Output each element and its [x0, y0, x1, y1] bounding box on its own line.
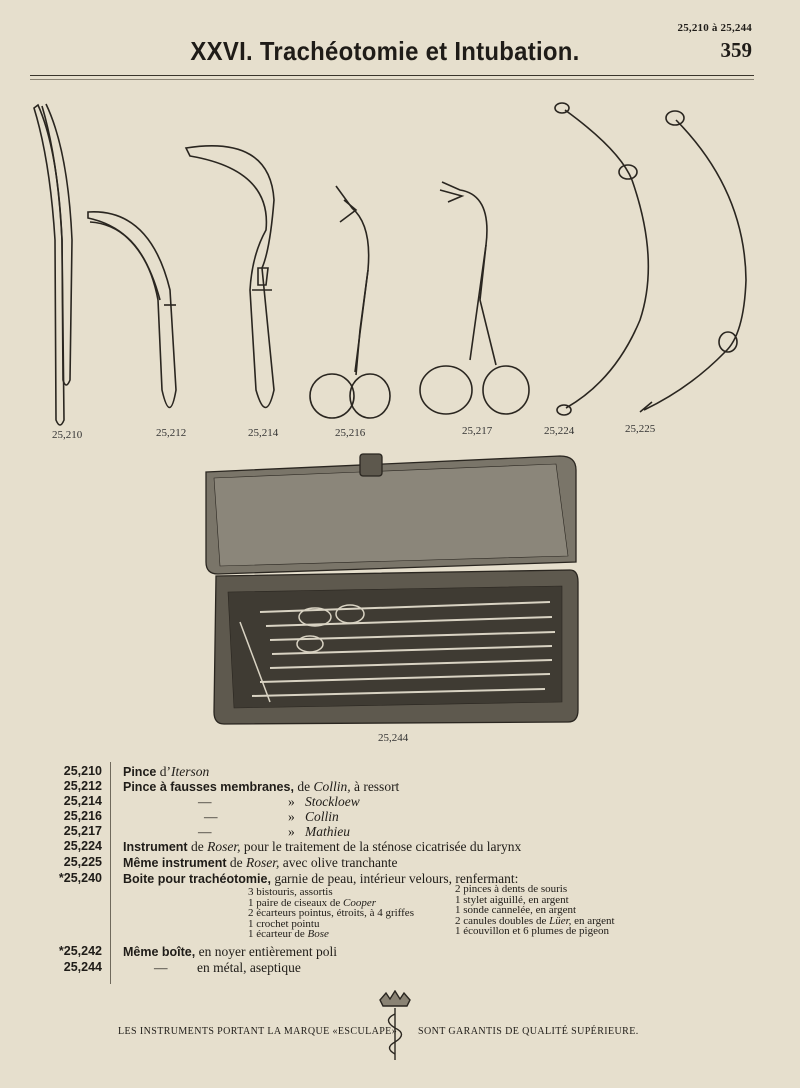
list-item: *25,242 Même boîte, en noyer entièrement poli — [30, 944, 770, 960]
contents-left: 3 bistouris, assortis 1 paire de ciseaux de Cooper 2 écarteurs pointus, étroits, à 4 griffes 1 crochet pointu 1 écarteur de Bose — [248, 886, 414, 940]
list-item: 25,214 — » Stockloew — [30, 794, 770, 810]
roser-instrument-drawing — [555, 103, 648, 415]
page-range: 25,210 à 25,244 — [677, 22, 752, 34]
item-code: 25,216 — [63, 809, 102, 823]
contents-right: 2 pinces à dents de souris 1 stylet aiguillé, en argent 1 sonde cannelée, en argent 2 canules doubles de Lüer, en argent 1 écouvillon et 6 plumes de pigeon — [455, 883, 615, 937]
item-code: *25,242 — [58, 944, 102, 958]
list-item: 25,244 — en métal, aseptique — [30, 960, 770, 976]
esculape-emblem-icon — [374, 990, 416, 1062]
footer-text-left: LES INSTRUMENTS PORTANT LA MARQUE «ESCULAPE» — [118, 1026, 398, 1037]
forceps-stockloew-drawing — [186, 146, 274, 408]
figure-label: 25,212 — [156, 427, 187, 439]
item-code: 25,225 — [63, 855, 102, 869]
figure-label: 25,224 — [544, 425, 575, 437]
header-rule-thin — [30, 79, 754, 80]
footer-text-right: SONT GARANTIS DE QUALITÉ SUPÉRIEURE. — [418, 1026, 639, 1037]
figure-label: 25,225 — [625, 423, 656, 435]
instruments-illustration — [0, 90, 800, 430]
item-code: 25,224 — [63, 839, 102, 853]
roser-olive-instrument-drawing — [640, 111, 746, 412]
page-title: XXVI. Trachéotomie et Intubation. — [190, 36, 580, 66]
item-code: 25,212 — [63, 779, 102, 793]
list-item: 25,216 — » Collin — [30, 809, 770, 825]
figure-label: 25,216 — [335, 427, 366, 439]
list-item: *25,240 Boite pour trachéotomie, garnie de peau, intérieur velours, renfermant: — [30, 871, 770, 887]
instrument-case-illustration — [200, 452, 585, 732]
list-item: 25,217 — » Mathieu — [30, 824, 770, 840]
header-rule — [30, 75, 754, 76]
list-item: 25,210 Pince d’Iterson — [30, 764, 770, 780]
page-number: 359 — [720, 38, 752, 62]
forceps-iterson-drawing — [34, 104, 72, 425]
figure-label: 25,217 — [462, 425, 493, 437]
forceps-mathieu-drawing — [420, 182, 529, 414]
item-code: 25,214 — [63, 794, 102, 808]
item-code: 25,217 — [63, 824, 102, 838]
list-item: 25,212 Pince à fausses membranes, de Collin, à ressort — [30, 779, 770, 795]
list-item: 25,225 Même instrument de Roser, avec olive tranchante — [30, 855, 770, 871]
figure-label: 25,210 — [52, 429, 83, 441]
figure-label: 25,214 — [248, 427, 279, 439]
list-item: 25,224 Instrument de Roser, pour le traitement de la sténose cicatrisée du larynx — [30, 839, 770, 855]
item-code: 25,244 — [63, 960, 102, 974]
forceps-fausses-membranes-drawing — [88, 212, 176, 408]
item-code: *25,240 — [58, 871, 102, 885]
forceps-collin-drawing — [310, 186, 390, 418]
figure-label: 25,244 — [378, 732, 409, 744]
item-code: 25,210 — [63, 764, 102, 778]
